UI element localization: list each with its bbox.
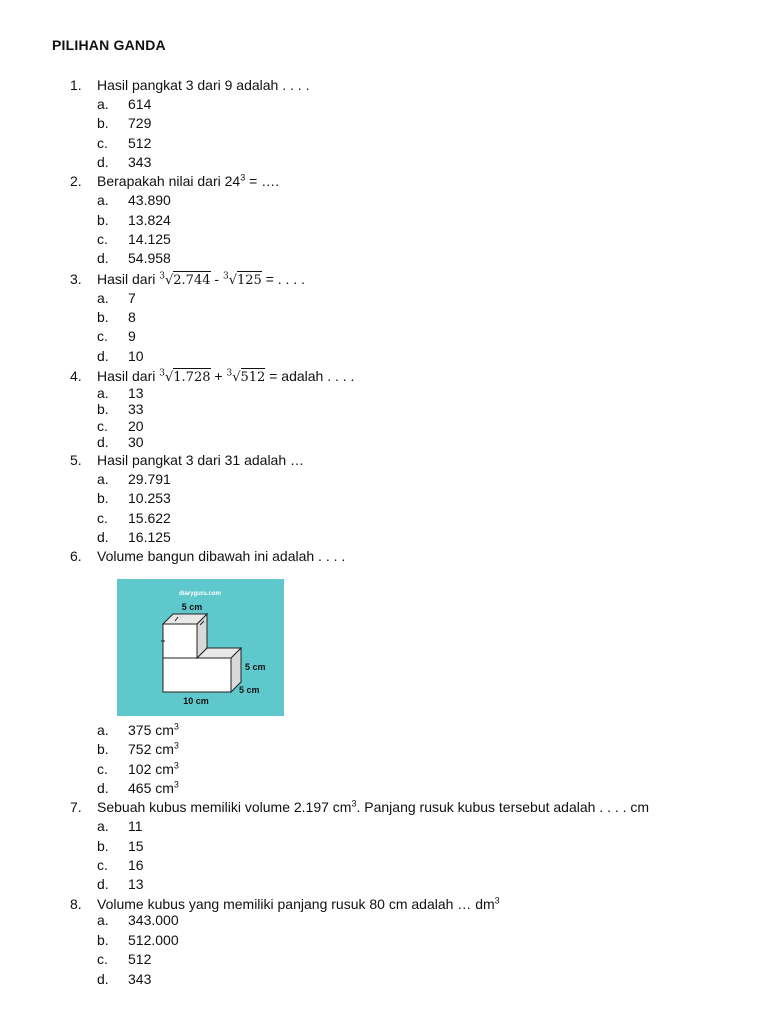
option-letter: a.: [97, 385, 109, 401]
section-title: PILIHAN GANDA: [52, 37, 166, 53]
option-text: 54.958: [128, 250, 171, 266]
question-number: 2.: [70, 173, 82, 189]
option-text: 9: [128, 328, 136, 344]
figure-depth-label: 5 cm: [239, 685, 260, 695]
question-text: Hasil pangkat 3 dari 9 adalah . . . .: [97, 77, 310, 93]
option-letter: d.: [97, 154, 109, 170]
option-letter: d.: [97, 971, 109, 987]
option-text: 7: [128, 290, 136, 306]
option-text: 343: [128, 971, 152, 987]
question-text: Volume bangun dibawah ini adalah . . . .: [97, 548, 346, 564]
option-text: 15.622: [128, 510, 171, 526]
option-letter: c.: [97, 418, 108, 434]
question-text: Hasil dari $^3$√1.728 + $^3$√512 = adalah . . . .: [97, 368, 355, 385]
large-block-front: [163, 658, 231, 692]
option-text: 512: [128, 951, 152, 967]
option-text: 512.000: [128, 932, 179, 948]
option-text: 14.125: [128, 231, 171, 247]
option-text: 15: [128, 838, 144, 854]
option-text: 33: [128, 401, 144, 417]
option-text: 752 $cm^3$: [128, 740, 179, 757]
option-letter: a.: [97, 96, 109, 112]
question-number: 4.: [70, 368, 82, 384]
option-letter: b.: [97, 212, 109, 228]
option-letter: b.: [97, 115, 109, 131]
option-letter: c.: [97, 231, 108, 247]
option-text: 512: [128, 135, 152, 151]
question-text: Berapakah nilai dari $24^3$ = ….: [97, 172, 280, 189]
option-text: 465 $cm^3$: [128, 779, 179, 796]
option-text: 20: [128, 418, 144, 434]
option-letter: b.: [97, 932, 109, 948]
question-number: 6.: [70, 548, 82, 564]
question-text: Volume kubus yang memiliki panjang rusuk 80 cm adalah … $dm^3$: [97, 895, 500, 912]
option-text: 43.890: [128, 192, 171, 208]
question-number: 1.: [70, 77, 82, 93]
option-letter: a.: [97, 290, 109, 306]
option-letter: d.: [97, 876, 109, 892]
figure-watermark: diaryguru.com: [179, 591, 221, 597]
solid-figure: [117, 579, 284, 716]
option-letter: a.: [97, 192, 109, 208]
option-text: 375 $cm^3$: [128, 721, 179, 738]
option-letter: b.: [97, 401, 109, 417]
option-text: 343.000: [128, 912, 179, 928]
option-letter: b.: [97, 309, 109, 325]
option-letter: c.: [97, 761, 108, 777]
option-letter: d.: [97, 529, 109, 545]
option-letter: b.: [97, 490, 109, 506]
option-text: 13.824: [128, 212, 171, 228]
option-letter: a.: [97, 471, 109, 487]
question-number: 7.: [70, 799, 82, 815]
option-text: 16: [128, 857, 144, 873]
option-text: 30: [128, 434, 144, 450]
option-text: 10: [128, 348, 144, 364]
option-text: 13: [128, 876, 144, 892]
option-text: 729: [128, 115, 152, 131]
option-letter: c.: [97, 857, 108, 873]
option-text: 343: [128, 154, 152, 170]
option-letter: c.: [97, 328, 108, 344]
option-letter: a.: [97, 818, 109, 834]
small-cube-front: [163, 624, 197, 658]
question-number: 5.: [70, 452, 82, 468]
option-text: 102 $cm^3$: [128, 760, 179, 777]
question-text: Hasil dari $^3$√2.744 - $^3$√125 = . . . .: [97, 271, 305, 288]
option-letter: c.: [97, 510, 108, 526]
option-letter: a.: [97, 722, 109, 738]
question-text: Hasil pangkat 3 dari 31 adalah …: [97, 452, 305, 468]
option-letter: a.: [97, 912, 109, 928]
question-number: 3.: [70, 271, 82, 287]
option-letter: c.: [97, 135, 108, 151]
option-letter: d.: [97, 348, 109, 364]
option-letter: c.: [97, 951, 108, 967]
option-letter: d.: [97, 250, 109, 266]
question-number: 8.: [70, 896, 82, 912]
option-text: 8: [128, 309, 136, 325]
option-text: 13: [128, 385, 144, 401]
option-letter: b.: [97, 838, 109, 854]
option-letter: b.: [97, 741, 109, 757]
option-letter: d.: [97, 780, 109, 796]
figure-top-label: 5 cm: [181, 602, 203, 612]
figure-right-label: 5 cm: [245, 662, 266, 672]
option-text: 16.125: [128, 529, 171, 545]
question-text: Sebuah kubus memiliki volume 2.197 $cm^3$. Panjang rusuk kubus tersebut adalah . . . . cm: [97, 798, 650, 815]
figure-bottom-label: 10 cm: [183, 696, 209, 706]
option-text: 29.791: [128, 471, 171, 487]
option-text: 10.253: [128, 490, 171, 506]
option-text: 614: [128, 96, 152, 112]
option-text: 11: [128, 818, 143, 834]
option-letter: d.: [97, 434, 109, 450]
